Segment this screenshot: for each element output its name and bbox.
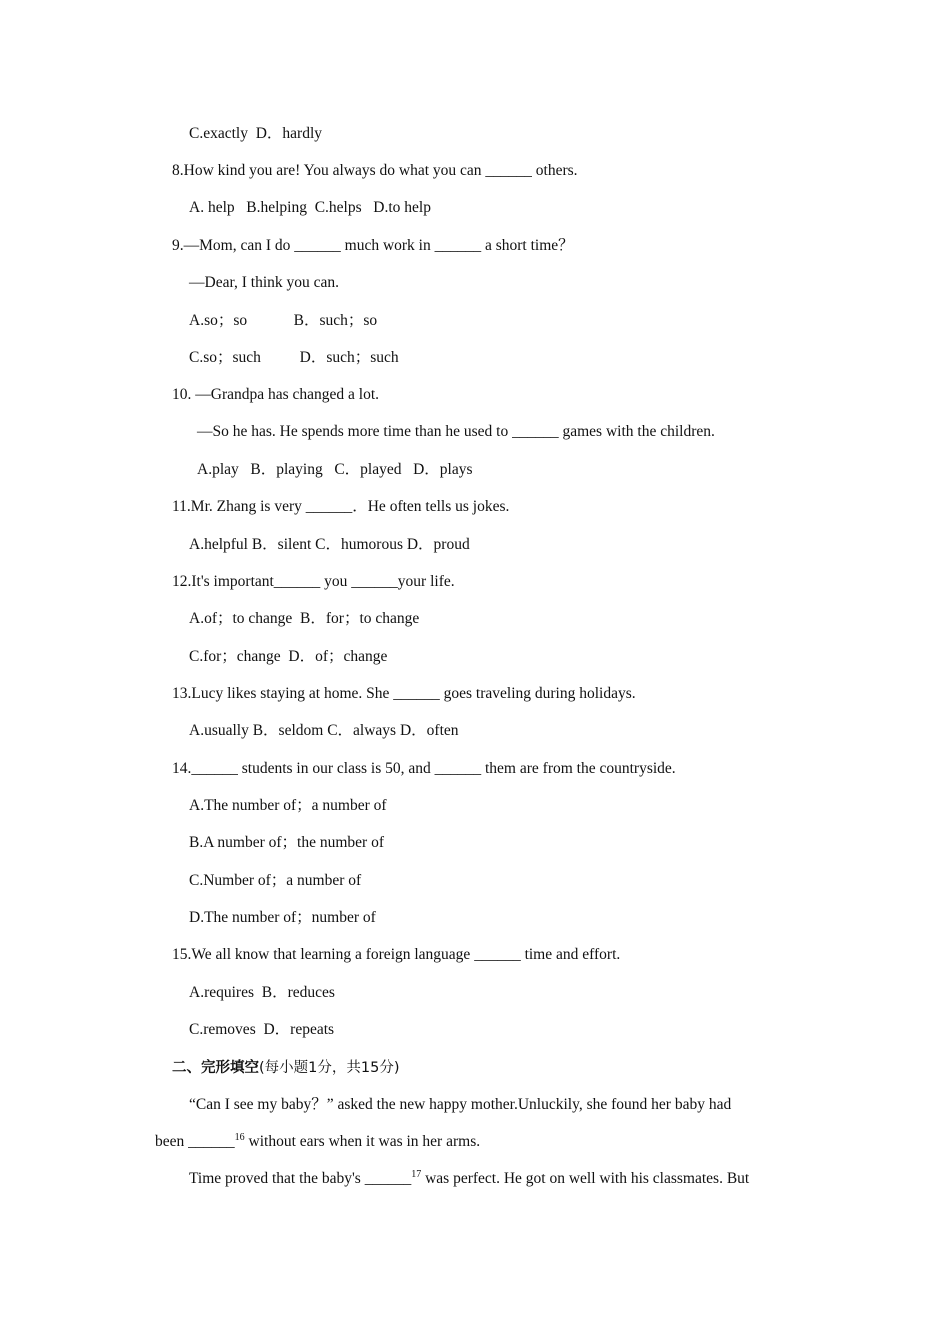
question-9-reply: —Dear, I think you can. (189, 274, 340, 291)
passage-paragraph-2-line-1 (189, 1169, 749, 1189)
passage-text: been ______ (155, 1133, 235, 1150)
question-13: 13.Lucy likes staying at home. She ______ goes traveling during holidays. (172, 685, 636, 702)
option-q14-a: A.The number of；a number of (189, 797, 387, 814)
option-q14-d: D.The number of；number of (189, 909, 376, 926)
option-q14-c: C.Number of；a number of (189, 872, 362, 889)
options-q12-cd: C.for；change D．of；change (189, 648, 388, 665)
question-9: 9.—Mom, can I do ______ much work in ______ a short time？ (172, 237, 574, 254)
question-14: 14.______ students in our class is 50, and ______ them are from the countryside. (172, 760, 676, 777)
options-q11: A.helpful B．silent C．humorous D．proud (189, 536, 470, 553)
options-q15-ab: A.requires B．reduces (189, 984, 335, 1001)
options-q13: A.usually B．seldom C．always D．often (189, 722, 459, 739)
passage-paragraph-1-line-2 (155, 1132, 480, 1152)
options-q15-cd: C.removes D．repeats (189, 1021, 335, 1038)
question-8: 8.How kind you are! You always do what you can ______ others. (172, 162, 578, 179)
option-line-q7-cd: C.exactly D．hardly (189, 125, 323, 142)
options-q9-ab: A.so；so B．such；so (189, 312, 378, 329)
passage-text: was perfect. He got on well with his classmates. But (421, 1170, 750, 1187)
section-heading-title: 二、完形填空 (172, 1060, 259, 1076)
question-12: 12.It's important______ you ______your life. (172, 573, 455, 590)
section-heading-cloze (172, 1058, 400, 1078)
passage-text: without ears when it was in her arms. (244, 1133, 481, 1150)
question-11: 11.Mr. Zhang is very ______．He often tells us jokes. (172, 498, 510, 515)
options-q12-ab: A.of；to change B．for；to change (189, 610, 420, 627)
options-q10: A.play B．playing C．played D．plays (197, 461, 473, 478)
passage-paragraph-1-line-1: “Can I see my baby？” asked the new happy mother.Unluckily, she found her baby had (189, 1096, 732, 1113)
blank-number-17: 17 (411, 1169, 422, 1180)
blank-number-16: 16 (234, 1132, 245, 1143)
question-10-reply: —So he has. He spends more time than he used to ______ games with the children. (197, 423, 715, 440)
options-q9-cd: C.so；such D．such；such (189, 349, 399, 366)
options-q8: A. help B.helping C.helps D.to help (189, 199, 431, 216)
section-heading-scoring: (每小题1分，共15分) (259, 1060, 400, 1076)
question-10: 10. —Grandpa has changed a lot. (172, 386, 380, 403)
question-15: 15.We all know that learning a foreign language ______ time and effort. (172, 946, 621, 963)
option-q14-b: B.A number of；the number of (189, 834, 385, 851)
passage-text: Time proved that the baby's ______ (189, 1170, 412, 1187)
